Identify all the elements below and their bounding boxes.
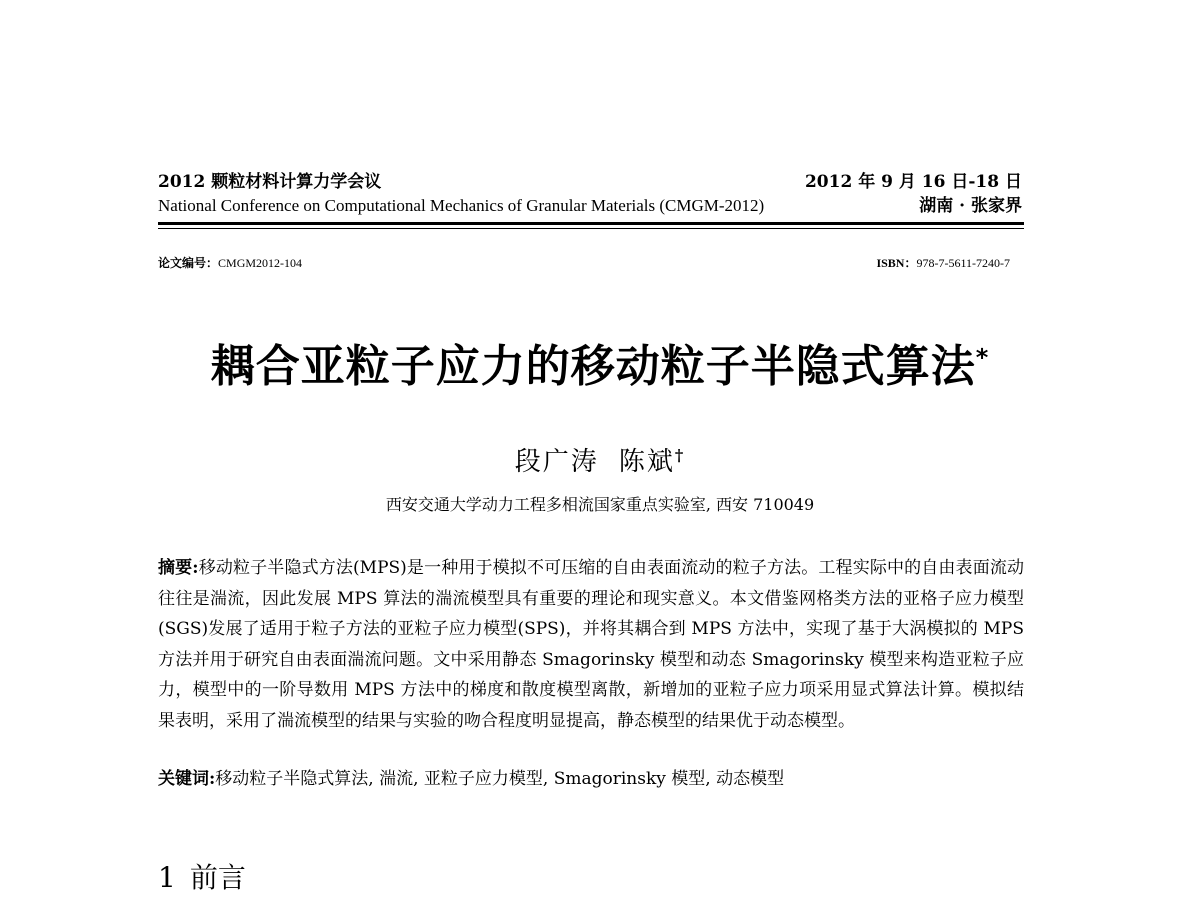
- section-number: 1: [158, 861, 176, 894]
- header-rule-thin: [158, 228, 1024, 229]
- title-footnote-marker: *: [975, 343, 990, 372]
- author-footnote-marker: †: [674, 445, 686, 465]
- author-name: 段广涛: [514, 447, 599, 477]
- abstract-text: 移动粒子半隐式方法(MPS)是一种用于模拟不可压缩的自由表面流动的粒子方法。工程实际中的自由表面流动往往是湍流，因此发展 MPS 算法的湍流模型具有重要的理论和现实意义。本文借鉴网格类方法的亚格子应力模型(SGS)发展了适用于粒子方法的亚粒子应力模型(SPS)，并将其耦合到 MPS 方法中，实现了基于大涡模拟的 MPS 方法并用于研究自由表面湍流问题。文中采用静态 Smagorinsky 模型和动态 Smagorinsky 模型来构造亚粒子应力，模型中的一阶导数用 MPS 方法中的梯度和散度模型离散，新增加的亚粒子应力项采用显式算法计算。模拟结果表明，采用了湍流模型的结果与实验的吻合程度明显提高，静态模型的结果优于动态模型。: [158, 558, 1024, 731]
- conference-date-location: [805, 170, 1022, 218]
- conference-name-cn: 2012 颗粒材料计算力学会议: [158, 172, 382, 192]
- paper-id-label: 论文编号：: [158, 256, 219, 270]
- conference-header: [158, 170, 764, 218]
- author-name: 陈斌: [618, 447, 675, 477]
- isbn-label: ISBN：: [876, 256, 917, 270]
- keywords-text: 移动粒子半隐式算法, 湍流, 亚粒子应力模型, Smagorinsky 模型, 动态模型: [215, 769, 785, 789]
- conference-date: 2012 年 9 月 16 日-18 日: [804, 172, 1022, 192]
- paper-id: [158, 254, 302, 271]
- conference-name-en: National Conference on Computational Mechanics of Granular Materials (CMGM-2012): [158, 196, 765, 215]
- isbn: [876, 254, 1010, 271]
- abstract: [158, 553, 1024, 736]
- affiliation: 西安交通大学动力工程多相流国家重点实验室, 西安 710049: [385, 495, 815, 514]
- paper-title-text: 耦合亚粒子应力的移动粒子半隐式算法: [210, 341, 976, 392]
- abstract-label: 摘要:: [158, 558, 199, 578]
- isbn-value: 978-7-5611-7240-7: [916, 256, 1010, 270]
- paper-id-value: CMGM2012-104: [218, 256, 303, 270]
- paper-title: [0, 330, 1200, 394]
- section-heading: [158, 860, 246, 896]
- keywords-label: 关键词:: [158, 769, 216, 789]
- section-title: 前言: [189, 861, 246, 894]
- author-list: [0, 441, 1200, 478]
- conference-location: 湖南 · 张家界: [919, 196, 1022, 216]
- keywords: [158, 764, 1024, 794]
- header-rule-thick: [158, 222, 1024, 225]
